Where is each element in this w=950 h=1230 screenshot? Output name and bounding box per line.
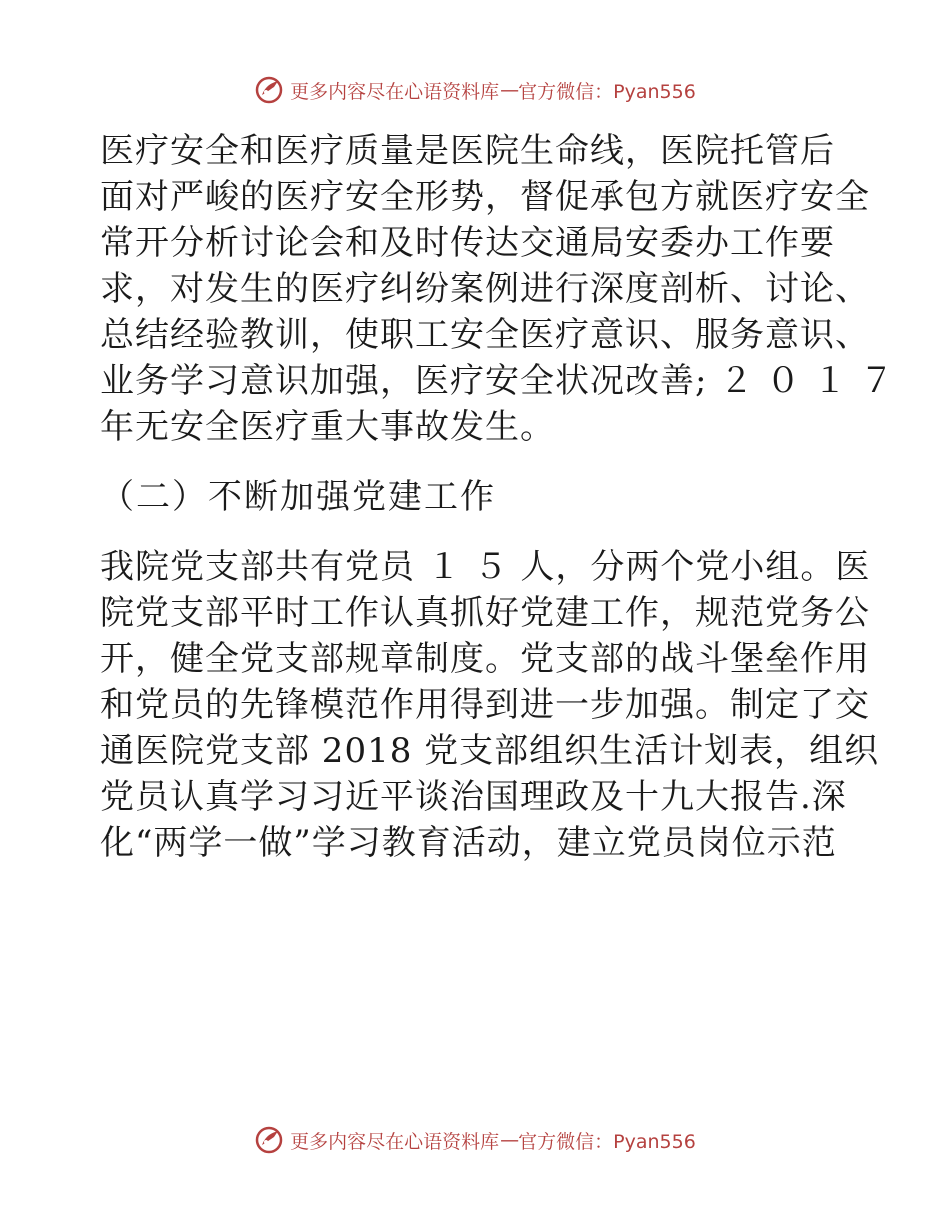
- text-line: 通医院党支部 2018 党支部组织生活计划表，组织: [100, 731, 880, 771]
- banner-divider: —: [500, 1129, 518, 1151]
- text-line: 和党员的先锋模范作用得到进一步加强。制定了交: [100, 685, 870, 725]
- document-body: [100, 128, 895, 866]
- banner-divider: —: [500, 79, 518, 101]
- paragraph-spacer: [100, 450, 850, 474]
- text-line: 面对严峻的医疗安全形势，督促承包方就医疗安全: [100, 177, 870, 217]
- header-banner: [0, 70, 950, 110]
- text-line: 化“两学一做”学习教育活动，建立党员岗位示范: [100, 823, 837, 863]
- text-line: 我院党支部共有党员 １ ５ 人，分两个党小组。医: [100, 547, 871, 587]
- text-line: 开，健全党支部规章制度。党支部的战斗堡垒作用: [100, 639, 870, 679]
- text-line: 年无安全医疗重大事故发生。: [100, 407, 555, 447]
- banner-wechat-text: 官方微信：Pyan556: [518, 1130, 696, 1153]
- paragraph-medical-safety: [100, 128, 895, 450]
- banner-wechat-text: 官方微信：Pyan556: [518, 80, 696, 103]
- text-line: 医疗安全和医疗质量是医院生命线，医院托管后: [100, 131, 835, 171]
- logo-icon: [254, 1125, 284, 1155]
- paragraph-party-building: [100, 544, 880, 866]
- banner-left-text: 更多内容尽在心语资料库: [290, 1130, 500, 1153]
- text-line: 总结经验教训，使职工安全医疗意识、服务意识、: [100, 315, 870, 355]
- banner-left-text: 更多内容尽在心语资料库: [290, 80, 500, 103]
- text-line: 院党支部平时工作认真抓好党建工作，规范党务公: [100, 593, 870, 633]
- paragraph-spacer: [100, 520, 850, 544]
- logo-icon: [254, 75, 284, 105]
- text-line: 业务学习意识加强，医疗安全状况改善; ２ ０ １ ７: [100, 361, 895, 401]
- text-line: 常开分析讨论会和及时传达交通局安委办工作要: [100, 223, 835, 263]
- text-line: 党员认真学习习近平谈治国理政及十九大报告.深: [100, 777, 847, 817]
- text-line: 求，对发生的医疗纠纷案例进行深度剖析、讨论、: [100, 269, 870, 309]
- section-heading: （二）不断加强党建工作: [100, 477, 496, 517]
- footer-banner: [0, 1120, 950, 1160]
